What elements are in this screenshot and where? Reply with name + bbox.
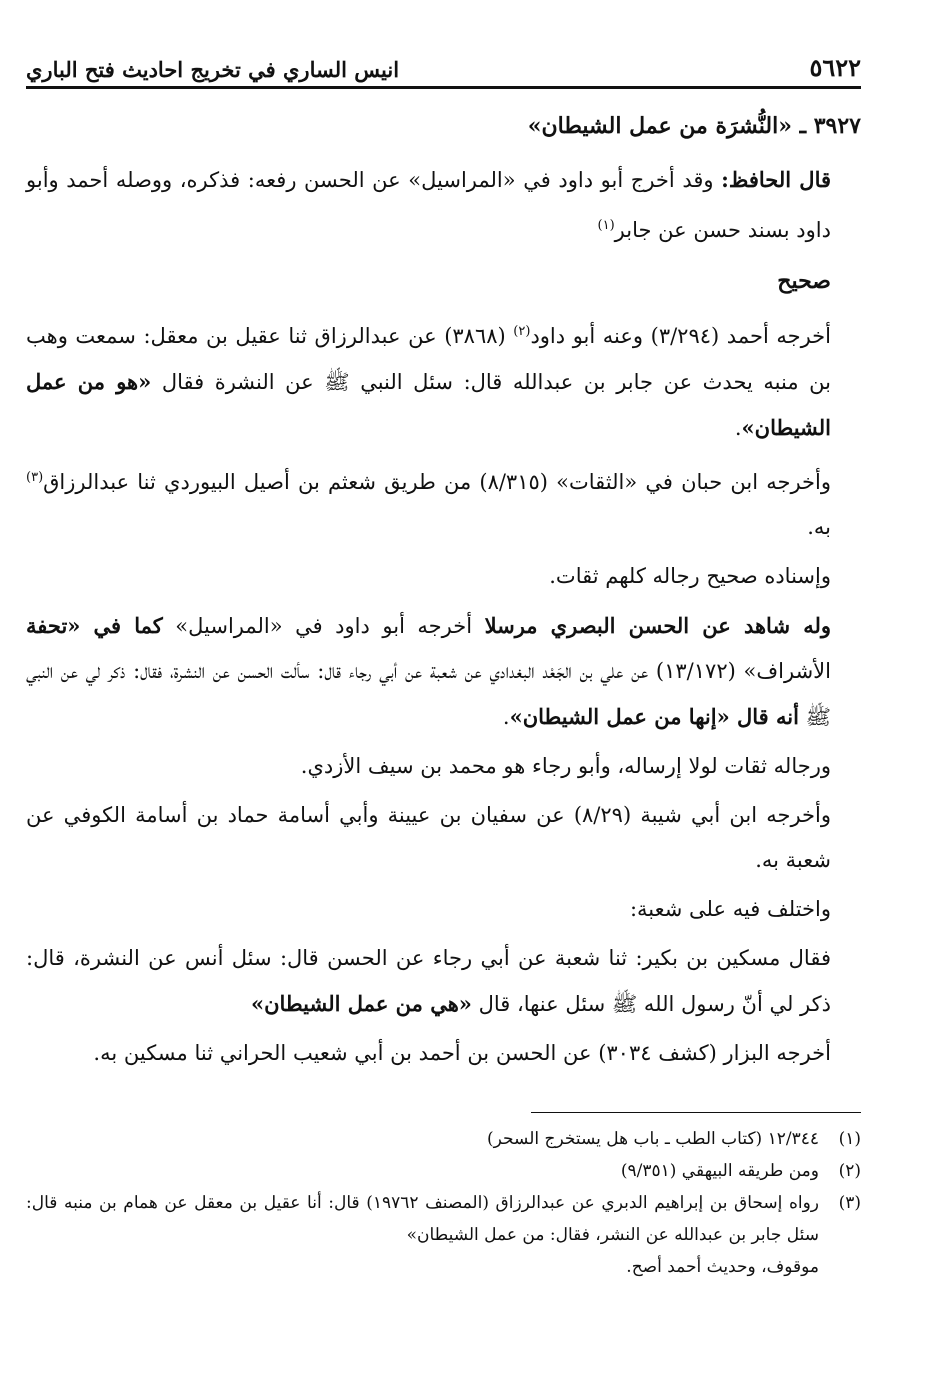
footnote-ref-1: (١)	[597, 218, 615, 233]
paragraph-ibn-hibban	[26, 455, 861, 550]
page-header	[26, 40, 861, 89]
footnote-text	[26, 1187, 819, 1283]
shahid-end: .	[502, 705, 510, 729]
verdict-heading: صحيح	[777, 268, 831, 294]
footnote-number: (١)	[838, 1129, 861, 1149]
ibn-hibban-text-a: وأخرجه ابن حبان في «الثقات» (٨/٣١٥) من طريق شعثم بن أصيل البيوردي ثنا عبدالرزاق	[43, 470, 831, 494]
ahmad-end: .	[734, 416, 742, 440]
shahid-text-b: الأشراف» (١٣/١٧٢) عن علي بن الجَعْد البغدادي عن شعبة عن أبي رجاء قال: سألت الحسن عن النشرة، فقال: ذكر لي عن النبي ﷺ	[26, 659, 831, 729]
paragraph-rijal: ورجاله ثقات لولا إرساله، وأبو رجاء هو محمد بن سيف الأزدي.	[300, 754, 831, 778]
page-number: ٥٦٢٢	[809, 53, 861, 82]
footnote-number: (٢)	[838, 1161, 861, 1181]
miskin-text: فقال مسكين بن بكير: ثنا شعبة عن أبي رجاء عن الحسن قال: سئل أنس عن النشرة، قال: ذكر لي أنّ رسول الله ﷺ سئل عنها، قال	[26, 946, 831, 1016]
ahmad-text-a: أخرجه أحمد (٣/٢٩٤) وعنه أبو داود	[530, 324, 831, 348]
footnote-text-main: رواه إسحاق بن إبراهيم الدبري عن عبدالرزاق (المصنف ١٩٧٦٢) قال: أنا عقيل بن معقل عن همام بن منبه قال: سئل جابر بن عبدالله عن النشر، فقال: من عمل الشيطان»	[26, 1193, 820, 1245]
miskin-quote: «هي من عمل الشيطان»	[250, 991, 472, 1016]
hadith-title: ٣٩٢٧ ـ «النُّشرَة من عمل الشيطان»	[527, 113, 861, 139]
paragraph-miskin	[26, 936, 861, 1027]
footnote-text: ١٢/٣٤٤ (كتاب الطب ـ باب هل يستخرج السحر)	[487, 1129, 819, 1149]
shahid-bold-3: أنه قال «إنها من عمل الشيطان»	[509, 704, 799, 729]
footnote-ref-3: (٣)	[26, 470, 44, 485]
paragraph-shahid	[26, 603, 861, 740]
footnote-ref-2: (٢)	[513, 324, 531, 339]
paragraph-isnad: وإسناده صحيح رجاله كلهم ثقات.	[549, 564, 831, 588]
shahid-bold-2: كما في «تحفة	[26, 613, 163, 638]
hafiz-text: وقد أخرج أبو داود في «المراسيل» عن الحسن رفعه: فذكره، ووصله أحمد وأبو داود بسند حسن عن جابر	[26, 168, 831, 242]
paragraph-hafiz	[26, 157, 861, 253]
footnote-text: ومن طريقه البيهقي (٩/٣٥١)	[620, 1161, 819, 1181]
footnote-3	[26, 1187, 861, 1283]
footnote-number: (٣)	[838, 1193, 861, 1213]
paragraph-ahmad	[26, 309, 861, 451]
shahid-bold-1: وله شاهد عن الحسن البصري مرسلا	[484, 613, 831, 638]
paragraph-bazzar: أخرجه البزار (كشف ٣٠٣٤) عن الحسن بن أحمد بن أبي شعيب الحراني ثنا مسكين به.	[93, 1041, 831, 1065]
book-title: انيس الساري في تخريج احاديث فتح الباري	[26, 57, 400, 82]
footnote-separator	[531, 1112, 861, 1113]
paragraph-ikhtilaf: واختلف فيه على شعبة:	[629, 897, 831, 921]
paragraph-ibn-abi-shaybah: وأخرجه ابن أبي شيبة (٨/٢٩) عن سفيان بن عيينة وأبي أسامة حماد بن أسامة الكوفي عن شعبة به.	[26, 803, 831, 872]
footnote-1	[26, 1123, 861, 1155]
page-body	[26, 103, 861, 1283]
footnotes	[26, 1123, 861, 1283]
footnote-2	[26, 1155, 861, 1187]
ibn-hibban-text-b: به.	[807, 515, 831, 539]
shahid-text-a: أخرجه أبو داود في «المراسيل»	[162, 614, 485, 638]
ahmad-quote: «هو من عمل الشيطان»	[26, 369, 831, 440]
hafiz-label: قال الحافظ:	[721, 167, 832, 192]
ahmad-text-b: (٣٨٦٨) عن عبدالرزاق ثنا عقيل بن معقل: سمعت وهب بن منبه يحدث عن جابر بن عبدالله قال: سئل النبي ﷺ عن النشرة فقال	[26, 324, 831, 394]
footnote-text-cont: موقوف، وحديث أحمد أصح.	[626, 1257, 819, 1277]
